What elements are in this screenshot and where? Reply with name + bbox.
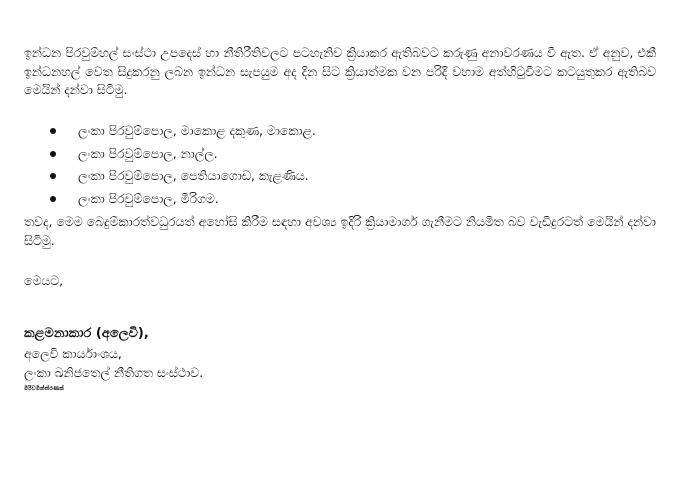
list-item xyxy=(50,120,316,143)
closing-salutation: මෙයට, xyxy=(24,273,64,288)
bullet-dot-icon xyxy=(50,151,56,157)
list-item xyxy=(50,165,316,188)
body-paragraph-further: තවද, මෙම බෙදුම්කාරත්වධුරයත් අහෝසි කිරීම සඳහා අවශ්‍ය ඉදිරි ක්‍රියාමාර්ග ගැනීමට නියමිත බව වැඩිදුරටත් මෙයින් දන්වා සිටිමු. xyxy=(24,214,656,248)
station-name: ලංකා පිරවුම්පොල, පෙතියාගොඩ, කැළණිය. xyxy=(78,168,309,183)
station-name: ලංකා පිරවුම්පොල, නාල්ල. xyxy=(78,145,218,161)
station-name: ලංකා පිරවුම්පොල, මාකොළ දකුණ, මාකොළ. xyxy=(78,123,316,138)
station-name: ලංකා පිරවුම්පොල, මීරිගම. xyxy=(78,190,219,206)
bullet-dot-icon xyxy=(50,196,56,202)
list-item xyxy=(50,143,316,166)
body-paragraph-intro: ඉන්ධන පිරවුම්හල් සංස්ථා උපදෙස් හා නීතිරීතිවලට පටහැනිව ක්‍රියාකර ඇතිබවට කරුණු අනාවරණය වී ඇත. ඒ අනුව, එකී ඉන්ධනහල් වෙත සිදුකරනු ලබන ඉන්ධන සැපයුම අද දින සිට ක්‍රියාත්මක වන පරිදි වහාම අත්හිටුවීමට කටයුතුකර ඇතිබව මෙයින් දන්වා සිටිමු. xyxy=(24,45,656,97)
signatory-organization: ලංකා ඛනිජතෙල් නීතිගත සංස්ථාව. xyxy=(24,365,204,380)
fuel-station-list xyxy=(50,120,316,210)
bullet-dot-icon xyxy=(50,173,56,179)
footer-small-text: මිරිවමින්ත්රණක් xyxy=(24,386,64,392)
bullet-dot-icon xyxy=(50,128,56,134)
list-item xyxy=(50,188,316,211)
signatory-title: කළමනාකාර (අලෙවි), xyxy=(24,326,149,341)
signatory-division: අලෙවි කාර්යාංශය, xyxy=(24,346,122,361)
